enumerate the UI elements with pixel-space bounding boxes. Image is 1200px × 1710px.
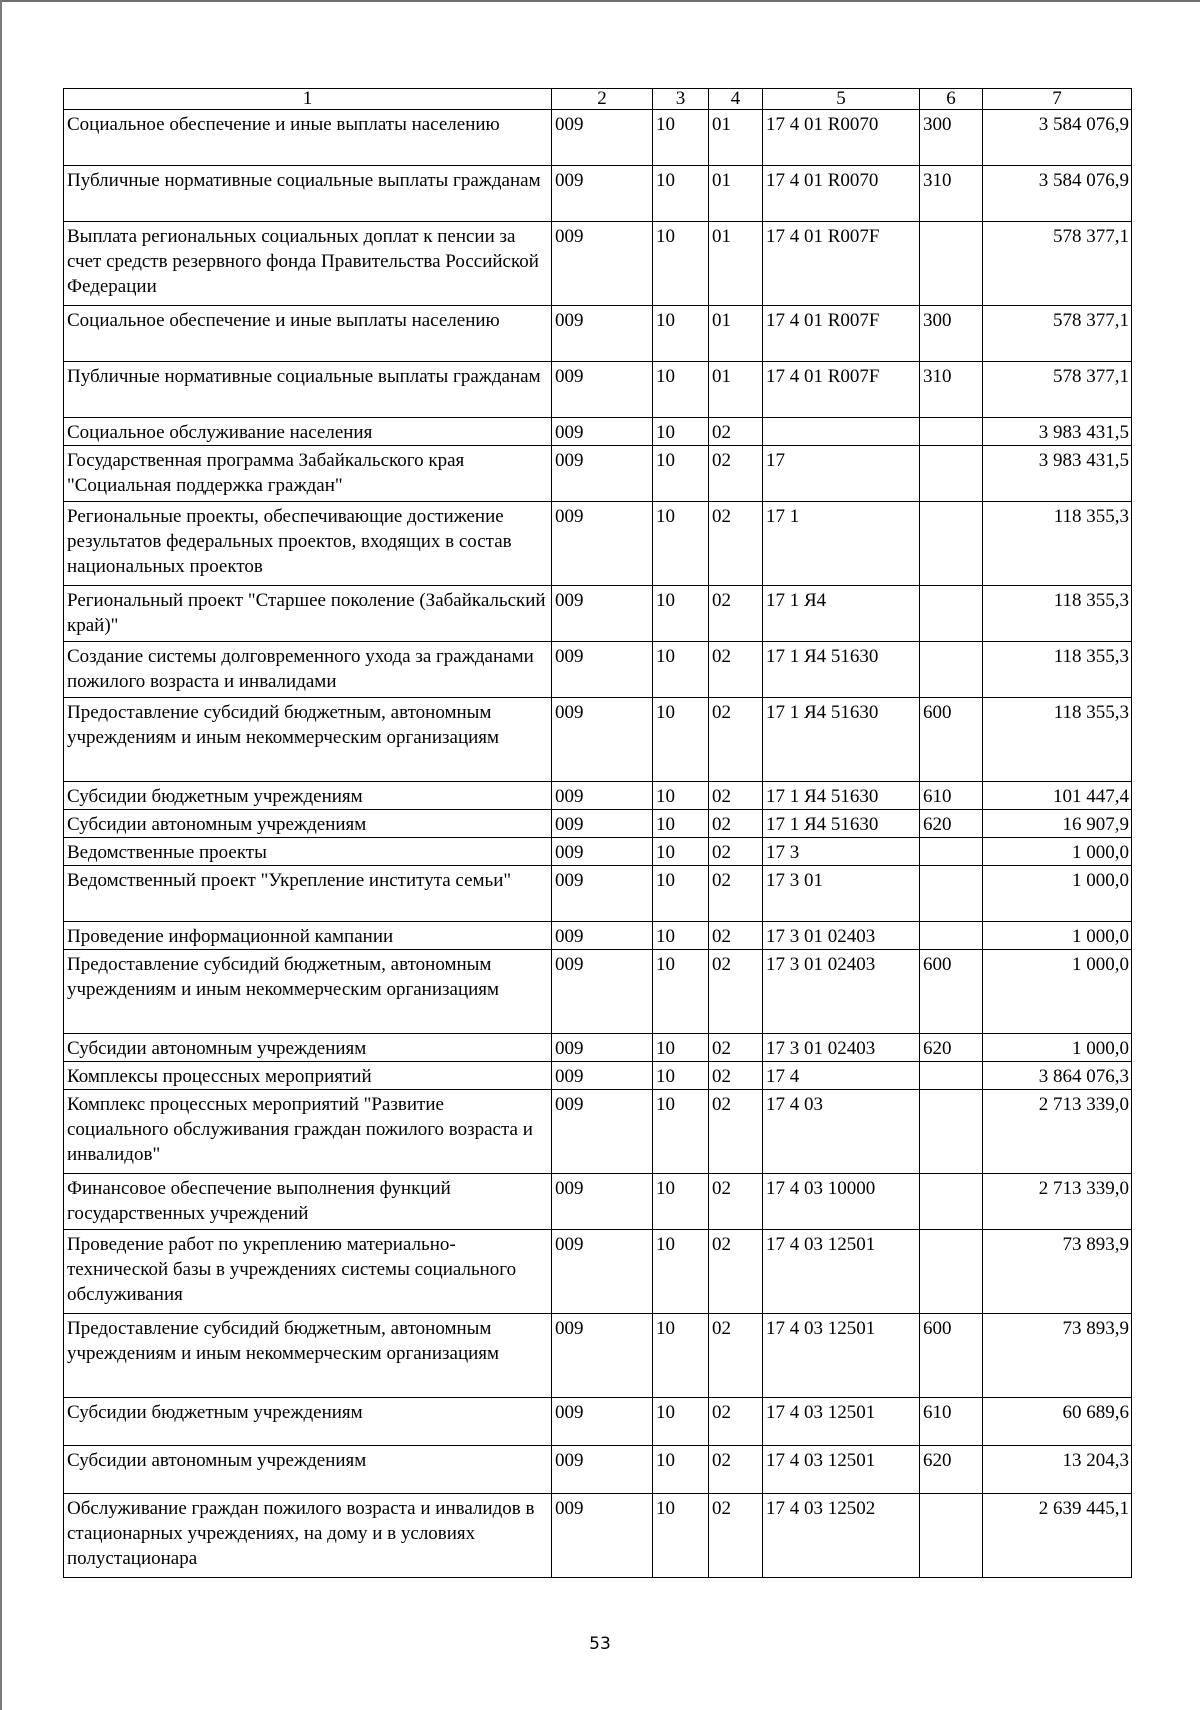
column-header: 7 — [983, 89, 1132, 110]
column-2-cell: 009 — [552, 642, 653, 698]
table-body — [64, 89, 1132, 1578]
column-header: 2 — [552, 89, 653, 110]
column-5-cell: 17 4 — [763, 1062, 920, 1090]
budget-table — [63, 88, 1132, 1578]
column-5-cell: 17 4 01 R0070 — [763, 166, 920, 222]
column-2-cell: 009 — [552, 838, 653, 866]
column-2-cell: 009 — [552, 306, 653, 362]
column-header: 4 — [709, 89, 763, 110]
column-6-cell — [920, 446, 983, 502]
column-5-cell: 17 3 01 — [763, 866, 920, 922]
amount-cell: 1 000,0 — [983, 838, 1132, 866]
amount-cell: 2 713 339,0 — [983, 1090, 1132, 1174]
column-5-cell — [763, 418, 920, 446]
column-6-cell — [920, 1174, 983, 1230]
column-6-cell — [920, 866, 983, 922]
item-name-cell: Социальное обеспечение и иные выплаты населению — [64, 110, 552, 166]
table-row — [64, 838, 1132, 866]
column-3-cell: 10 — [653, 586, 709, 642]
column-3-cell: 10 — [653, 418, 709, 446]
column-3-cell: 10 — [653, 502, 709, 586]
column-3-cell: 10 — [653, 110, 709, 166]
column-4-cell: 02 — [709, 810, 763, 838]
column-4-cell: 02 — [709, 642, 763, 698]
column-3-cell: 10 — [653, 1230, 709, 1314]
table-row — [64, 446, 1132, 502]
column-5-cell: 17 1 — [763, 502, 920, 586]
column-2-cell: 009 — [552, 950, 653, 1034]
column-6-cell — [920, 838, 983, 866]
amount-cell: 3 864 076,3 — [983, 1062, 1132, 1090]
column-6-cell — [920, 418, 983, 446]
amount-cell: 2 713 339,0 — [983, 1174, 1132, 1230]
column-4-cell: 02 — [709, 922, 763, 950]
column-6-cell — [920, 502, 983, 586]
column-2-cell: 009 — [552, 698, 653, 782]
column-6-cell — [920, 642, 983, 698]
column-5-cell: 17 4 01 R007F — [763, 222, 920, 306]
item-name-cell: Комплексы процессных мероприятий — [64, 1062, 552, 1090]
column-4-cell: 02 — [709, 1230, 763, 1314]
column-6-cell: 300 — [920, 306, 983, 362]
column-4-cell: 02 — [709, 1398, 763, 1446]
table-row — [64, 1034, 1132, 1062]
column-4-cell: 02 — [709, 1314, 763, 1398]
amount-cell: 60 689,6 — [983, 1398, 1132, 1446]
column-6-cell: 610 — [920, 1398, 983, 1446]
column-2-cell: 009 — [552, 362, 653, 418]
column-3-cell: 10 — [653, 306, 709, 362]
table-row — [64, 698, 1132, 782]
table-row — [64, 1398, 1132, 1446]
amount-cell: 3 584 076,9 — [983, 166, 1132, 222]
table-row — [64, 922, 1132, 950]
column-3-cell: 10 — [653, 1174, 709, 1230]
column-6-cell: 300 — [920, 110, 983, 166]
column-3-cell: 10 — [653, 362, 709, 418]
column-2-cell: 009 — [552, 866, 653, 922]
table-row — [64, 1446, 1132, 1494]
column-4-cell: 02 — [709, 838, 763, 866]
column-5-cell: 17 3 01 02403 — [763, 922, 920, 950]
item-name-cell: Публичные нормативные социальные выплаты гражданам — [64, 362, 552, 418]
column-5-cell: 17 — [763, 446, 920, 502]
column-3-cell: 10 — [653, 698, 709, 782]
column-6-cell — [920, 1090, 983, 1174]
column-3-cell: 10 — [653, 838, 709, 866]
table-row — [64, 502, 1132, 586]
column-6-cell — [920, 1230, 983, 1314]
column-2-cell: 009 — [552, 1090, 653, 1174]
column-2-cell: 009 — [552, 110, 653, 166]
column-4-cell: 02 — [709, 502, 763, 586]
column-3-cell: 10 — [653, 1062, 709, 1090]
table-row — [64, 222, 1132, 306]
column-5-cell: 17 3 01 02403 — [763, 950, 920, 1034]
column-4-cell: 02 — [709, 1034, 763, 1062]
amount-cell: 118 355,3 — [983, 502, 1132, 586]
column-5-cell: 17 4 03 12501 — [763, 1398, 920, 1446]
amount-cell: 101 447,4 — [983, 782, 1132, 810]
amount-cell: 73 893,9 — [983, 1230, 1132, 1314]
amount-cell: 73 893,9 — [983, 1314, 1132, 1398]
column-3-cell: 10 — [653, 222, 709, 306]
column-3-cell: 10 — [653, 1090, 709, 1174]
column-5-cell: 17 4 01 R007F — [763, 306, 920, 362]
table-row — [64, 1174, 1132, 1230]
column-3-cell: 10 — [653, 1494, 709, 1578]
column-5-cell: 17 1 Я4 51630 — [763, 782, 920, 810]
table-row — [64, 418, 1132, 446]
column-6-cell: 600 — [920, 950, 983, 1034]
column-5-cell: 17 4 03 12501 — [763, 1314, 920, 1398]
column-6-cell — [920, 586, 983, 642]
table-row — [64, 362, 1132, 418]
table-row — [64, 1230, 1132, 1314]
table-row — [64, 586, 1132, 642]
column-header: 3 — [653, 89, 709, 110]
item-name-cell: Выплата региональных социальных доплат к пенсии за счет средств резервного фонда Правительства Российской Федерации — [64, 222, 552, 306]
column-4-cell: 01 — [709, 166, 763, 222]
amount-cell: 16 907,9 — [983, 810, 1132, 838]
column-6-cell: 600 — [920, 1314, 983, 1398]
amount-cell: 1 000,0 — [983, 1034, 1132, 1062]
column-6-cell: 310 — [920, 362, 983, 418]
column-5-cell: 17 4 03 10000 — [763, 1174, 920, 1230]
column-3-cell: 10 — [653, 950, 709, 1034]
column-2-cell: 009 — [552, 586, 653, 642]
item-name-cell: Социальное обеспечение и иные выплаты населению — [64, 306, 552, 362]
column-4-cell: 02 — [709, 866, 763, 922]
amount-cell: 1 000,0 — [983, 950, 1132, 1034]
column-3-cell: 10 — [653, 1446, 709, 1494]
column-5-cell: 17 4 01 R007F — [763, 362, 920, 418]
amount-cell: 578 377,1 — [983, 306, 1132, 362]
table-row — [64, 306, 1132, 362]
table-row — [64, 642, 1132, 698]
column-3-cell: 10 — [653, 922, 709, 950]
column-5-cell: 17 1 Я4 51630 — [763, 642, 920, 698]
item-name-cell: Обслуживание граждан пожилого возраста и инвалидов в стационарных учреждениях, на дому и в условиях полустационара — [64, 1494, 552, 1578]
header-row — [64, 89, 1132, 110]
item-name-cell: Ведомственный проект "Укрепление института семьи" — [64, 866, 552, 922]
column-3-cell: 10 — [653, 866, 709, 922]
item-name-cell: Региональные проекты, обеспечивающие достижение результатов федеральных проектов, входящих в состав национальных проектов — [64, 502, 552, 586]
column-5-cell: 17 4 03 12501 — [763, 1230, 920, 1314]
table-row — [64, 810, 1132, 838]
column-3-cell: 10 — [653, 166, 709, 222]
table-row — [64, 1494, 1132, 1578]
column-header: 5 — [763, 89, 920, 110]
column-2-cell: 009 — [552, 222, 653, 306]
column-4-cell: 02 — [709, 1494, 763, 1578]
item-name-cell: Создание системы долговременного ухода за гражданами пожилого возраста и инвалидами — [64, 642, 552, 698]
item-name-cell: Публичные нормативные социальные выплаты гражданам — [64, 166, 552, 222]
item-name-cell: Ведомственные проекты — [64, 838, 552, 866]
table-row — [64, 166, 1132, 222]
table-row — [64, 110, 1132, 166]
column-6-cell: 620 — [920, 1446, 983, 1494]
column-2-cell: 009 — [552, 1174, 653, 1230]
column-2-cell: 009 — [552, 1314, 653, 1398]
page-number: 53 — [589, 1634, 611, 1654]
item-name-cell: Региональный проект "Старшее поколение (Забайкальский край)" — [64, 586, 552, 642]
item-name-cell: Предоставление субсидий бюджетным, автономным учреждениям и иным некоммерческим организациям — [64, 950, 552, 1034]
column-2-cell: 009 — [552, 502, 653, 586]
column-2-cell: 009 — [552, 1494, 653, 1578]
item-name-cell: Субсидии бюджетным учреждениям — [64, 1398, 552, 1446]
column-6-cell — [920, 922, 983, 950]
column-4-cell: 02 — [709, 782, 763, 810]
column-3-cell: 10 — [653, 642, 709, 698]
column-2-cell: 009 — [552, 1230, 653, 1314]
column-4-cell: 02 — [709, 698, 763, 782]
amount-cell: 3 983 431,5 — [983, 418, 1132, 446]
column-5-cell: 17 4 03 12501 — [763, 1446, 920, 1494]
column-6-cell — [920, 222, 983, 306]
table-row — [64, 782, 1132, 810]
column-header: 1 — [64, 89, 552, 110]
column-2-cell: 009 — [552, 1062, 653, 1090]
column-4-cell: 02 — [709, 446, 763, 502]
column-2-cell: 009 — [552, 782, 653, 810]
column-4-cell: 02 — [709, 1174, 763, 1230]
column-3-cell: 10 — [653, 1314, 709, 1398]
column-2-cell: 009 — [552, 418, 653, 446]
column-2-cell: 009 — [552, 446, 653, 502]
column-5-cell: 17 4 01 R0070 — [763, 110, 920, 166]
column-4-cell: 02 — [709, 1062, 763, 1090]
column-5-cell: 17 3 01 02403 — [763, 1034, 920, 1062]
column-2-cell: 009 — [552, 1446, 653, 1494]
column-3-cell: 10 — [653, 782, 709, 810]
table-row — [64, 866, 1132, 922]
scan-edge-left — [0, 0, 2, 1710]
amount-cell: 118 355,3 — [983, 642, 1132, 698]
table-row — [64, 1090, 1132, 1174]
table-row — [64, 1314, 1132, 1398]
amount-cell: 578 377,1 — [983, 362, 1132, 418]
column-6-cell: 620 — [920, 1034, 983, 1062]
column-3-cell: 10 — [653, 446, 709, 502]
column-6-cell: 310 — [920, 166, 983, 222]
amount-cell: 13 204,3 — [983, 1446, 1132, 1494]
column-6-cell: 620 — [920, 810, 983, 838]
item-name-cell: Предоставление субсидий бюджетным, автономным учреждениям и иным некоммерческим организациям — [64, 1314, 552, 1398]
column-3-cell: 10 — [653, 1034, 709, 1062]
column-5-cell: 17 4 03 12502 — [763, 1494, 920, 1578]
amount-cell: 3 584 076,9 — [983, 110, 1132, 166]
item-name-cell: Финансовое обеспечение выполнения функций государственных учреждений — [64, 1174, 552, 1230]
column-header: 6 — [920, 89, 983, 110]
column-4-cell: 01 — [709, 362, 763, 418]
item-name-cell: Государственная программа Забайкальского края "Социальная поддержка граждан" — [64, 446, 552, 502]
table-row — [64, 1062, 1132, 1090]
amount-cell: 578 377,1 — [983, 222, 1132, 306]
column-6-cell: 600 — [920, 698, 983, 782]
column-4-cell: 01 — [709, 110, 763, 166]
table-row — [64, 950, 1132, 1034]
column-2-cell: 009 — [552, 1034, 653, 1062]
amount-cell: 3 983 431,5 — [983, 446, 1132, 502]
column-4-cell: 02 — [709, 1090, 763, 1174]
column-4-cell: 01 — [709, 306, 763, 362]
column-3-cell: 10 — [653, 810, 709, 838]
item-name-cell: Субсидии автономным учреждениям — [64, 1034, 552, 1062]
amount-cell: 1 000,0 — [983, 866, 1132, 922]
column-3-cell: 10 — [653, 1398, 709, 1446]
item-name-cell: Предоставление субсидий бюджетным, автономным учреждениям и иным некоммерческим организациям — [64, 698, 552, 782]
column-2-cell: 009 — [552, 810, 653, 838]
amount-cell: 118 355,3 — [983, 586, 1132, 642]
item-name-cell: Субсидии бюджетным учреждениям — [64, 782, 552, 810]
column-2-cell: 009 — [552, 1398, 653, 1446]
column-5-cell: 17 1 Я4 51630 — [763, 810, 920, 838]
column-4-cell: 02 — [709, 1446, 763, 1494]
column-6-cell — [920, 1494, 983, 1578]
column-4-cell: 02 — [709, 586, 763, 642]
column-5-cell: 17 4 03 — [763, 1090, 920, 1174]
item-name-cell: Проведение информационной кампании — [64, 922, 552, 950]
column-5-cell: 17 1 Я4 — [763, 586, 920, 642]
column-2-cell: 009 — [552, 166, 653, 222]
amount-cell: 118 355,3 — [983, 698, 1132, 782]
column-4-cell: 01 — [709, 222, 763, 306]
amount-cell: 2 639 445,1 — [983, 1494, 1132, 1578]
column-6-cell: 610 — [920, 782, 983, 810]
item-name-cell: Проведение работ по укреплению материально-технической базы в учреждениях системы социального обслуживания — [64, 1230, 552, 1314]
item-name-cell: Субсидии автономным учреждениям — [64, 1446, 552, 1494]
scan-edge-top — [0, 0, 1200, 2]
item-name-cell: Субсидии автономным учреждениям — [64, 810, 552, 838]
column-5-cell: 17 1 Я4 51630 — [763, 698, 920, 782]
column-4-cell: 02 — [709, 418, 763, 446]
item-name-cell: Комплекс процессных мероприятий "Развитие социального обслуживания граждан пожилого возраста и инвалидов" — [64, 1090, 552, 1174]
column-5-cell: 17 3 — [763, 838, 920, 866]
item-name-cell: Социальное обслуживание населения — [64, 418, 552, 446]
column-2-cell: 009 — [552, 922, 653, 950]
column-6-cell — [920, 1062, 983, 1090]
column-4-cell: 02 — [709, 950, 763, 1034]
amount-cell: 1 000,0 — [983, 922, 1132, 950]
